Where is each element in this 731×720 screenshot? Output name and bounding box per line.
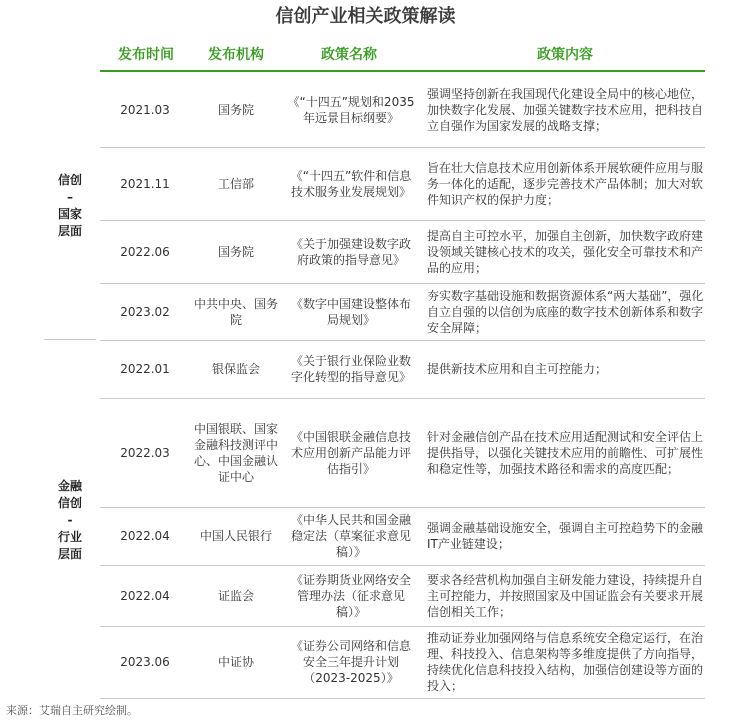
table-row	[100, 565, 705, 626]
header-content: 政策内容	[537, 47, 593, 63]
group-label-national: 信创 – 国家 层面	[57, 173, 82, 238]
row-content: 旨在壮大信息技术应用创新体系开展软硬件应用与服务一体化的适配，逐步完善技术产品体制；加大对软件知识产权的保护力度；	[427, 160, 704, 207]
row-name: 《关于加强建设数字政府政策的指导意见》	[290, 236, 411, 267]
header-date: 发布时间	[118, 47, 174, 63]
row-content: 夯实数字基础设施和数据资源体系“两大基础”，强化自立自强的以信创为底座的数字技术创新体系和数字安全屏障；	[427, 288, 704, 335]
row-content: 提供新技术应用和自主可控能力；	[427, 362, 608, 376]
row-org: 工信部	[217, 176, 254, 191]
group-label-industry: 金融 信创 - 行业 层面	[57, 479, 82, 561]
row-date: 2021.03	[120, 102, 170, 117]
row-name: 《证券公司网络和信息安全三年提升计划（2023-2025）》	[290, 639, 411, 685]
row-name: 《数字中国建设整体布局规划》	[290, 296, 411, 327]
header-name: 政策名称	[321, 47, 377, 63]
row-org: 国务院	[217, 102, 254, 117]
table-row	[100, 398, 705, 507]
row-name: 《证券期货业网络安全管理办法（征求意见稿）》	[290, 572, 411, 619]
table-row	[100, 283, 705, 340]
table-row	[100, 220, 705, 283]
table-row	[100, 72, 705, 147]
row-name: 《中国银联金融信息技术应用创新产品能力评估指引》	[290, 429, 411, 476]
row-date: 2023.02	[120, 304, 170, 319]
row-org: 中证协	[217, 655, 254, 669]
row-date: 2022.04	[120, 588, 170, 603]
row-name: 《“十四五”规划和2035年远景目标纲要》	[287, 94, 415, 125]
table-row	[100, 626, 705, 698]
row-name: 《中华人民共和国金融稳定法（草案征求意见稿）》	[290, 513, 411, 559]
row-date: 2022.06	[120, 244, 170, 259]
page-title: 信创产业相关政策解读	[275, 6, 456, 27]
row-content: 推动证券业加强网络与信息系统安全稳定运行，在治理、科技投入、信息架构等多维度提供了方向指导，持续优化信息科技投入结构，加强信创建设等方面的投入；	[427, 631, 704, 693]
row-org: 银保监会	[211, 362, 260, 376]
row-divider	[100, 698, 705, 699]
row-content: 强调坚持创新在我国现代化建设全局中的核心地位，加快数字化发展、加强关键数字技术应用，把科技自立自强作为国家发展的战略支撑；	[427, 86, 704, 133]
table-header	[0, 44, 731, 68]
row-org: 国务院	[217, 244, 254, 259]
row-org: 中国人民银行	[199, 529, 272, 543]
row-content: 提高自主可控水平，加强自主创新，加快数字政府建设领域关键核心技术的攻关，强化安全可靠技术和产品的应用；	[427, 228, 704, 275]
row-content: 针对金融信创产品在技术应用适配测试和安全评估上提供指导，以强化关键技术应用的前瞻性、可扩展性和稳定性等，加强技术路径和需求的高度匹配；	[427, 429, 704, 476]
source-note: 来源：艾瑞自主研究绘制。	[6, 704, 138, 717]
row-org: 中国银联、国家金融科技测评中心、中国金融认证中心	[193, 421, 278, 484]
row-content: 强调金融基础设施安全，强调自主可控趋势下的金融IT产业链建设；	[427, 521, 704, 551]
row-date: 2023.06	[120, 655, 170, 669]
row-name: 《关于银行业保险业数字化转型的指导意见》	[290, 354, 411, 384]
table-row	[100, 147, 705, 220]
table-row	[100, 340, 705, 398]
group-divider	[44, 339, 96, 340]
row-date: 2022.03	[120, 445, 170, 460]
row-date: 2022.04	[120, 529, 170, 543]
row-date: 2021.11	[120, 176, 170, 191]
row-org: 中共中央、国务院	[193, 296, 278, 327]
row-content: 要求各经营机构加强自主研发能力建设，持续提升自主可控能力，并按照国家及中国证监会有关要求开展信创相关工作；	[427, 572, 704, 619]
header-org: 发布机构	[208, 47, 264, 63]
row-date: 2022.01	[120, 362, 170, 376]
table-row	[100, 507, 705, 565]
row-org: 证监会	[217, 588, 254, 603]
row-name: 《“十四五”软件和信息技术服务业发展规划》	[290, 168, 412, 199]
